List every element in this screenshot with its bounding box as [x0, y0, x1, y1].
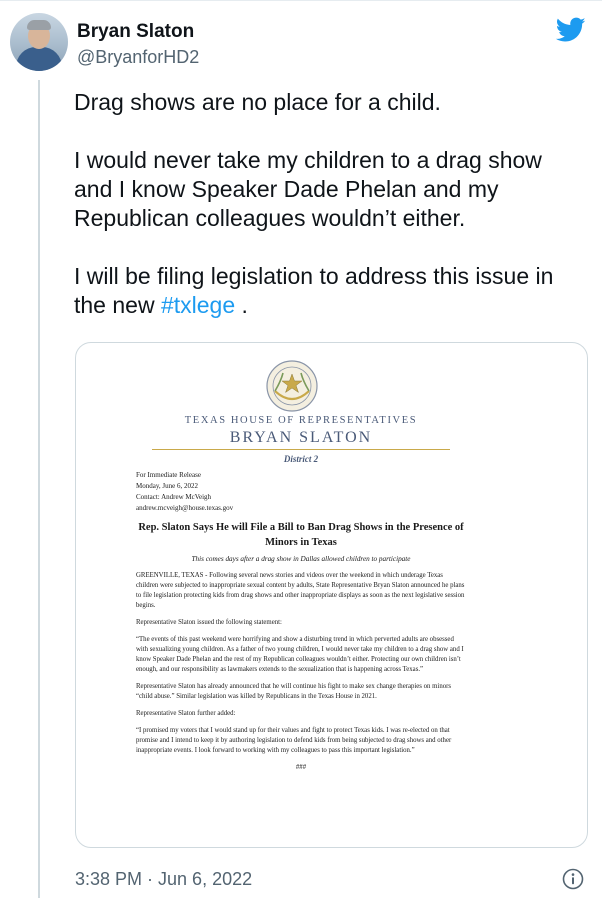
attached-image[interactable] — [75, 342, 588, 848]
hashtag-link[interactable]: #txlege — [160, 292, 236, 318]
tweet-paragraph-text: I will be filing legislation to address this issue in the new — [74, 263, 554, 318]
press-body — [136, 571, 466, 773]
press-paragraph: Representative Slaton further added: — [136, 710, 236, 717]
tweet-text — [74, 88, 584, 320]
press-paragraph: Representative Slaton issued the following statement: — [136, 619, 282, 626]
end-mark: ### — [295, 764, 307, 771]
representative-name: BRYAN SLATON — [229, 429, 373, 446]
office-title: TEXAS HOUSE OF REPRESENTATIVES — [184, 415, 418, 426]
release-line: andrew.mcveigh@house.texas.gov — [136, 504, 234, 512]
release-line: Monday, June 6, 2022 — [136, 482, 198, 490]
state-seal-icon — [261, 359, 323, 413]
press-paragraph: GREENVILLE, TEXAS - Following several news stories and videos over the weekend in which underage Texas children were subjected to inappropriate sexual content by adults, State Representative Bryan Slaton announced he plans to file legislation protecting kids from drag shows and other inappropriate displays as soon as the next legislative session begins. — [136, 572, 465, 609]
press-paragraph: “I promised my voters that I would stand up for their values and fight to protect Texas kids. I was re-elected on that promise and I intend to keep it by authoring legislation to defend kids from being subjected to drag shows and other inappropriate events. I look forward to working with my colleagues to pass this important legislation.” — [136, 727, 452, 754]
press-paragraph: “The events of this past weekend were horrifying and show a disturbing trend in which perverted adults are obsessed with sexualizing young children. As a father of two young children, I would never take my children to a drag show and I know Speaker Dade Phelan and the rest of my Republican colleagues wouldn’t either. Protecting our own children isn’t enough, and our responsibility as lawmakers extends to the sexualization that is happening across Texas.” — [136, 636, 464, 673]
tweet-paragraph: I would never take my children to a drag show and I know Speaker Dade Phelan and my Republican colleagues wouldn’t either. — [74, 147, 542, 231]
press-paragraph: Representative Slaton has already announced that he will continue his fight to make sex change therapies on minors “child abuse.” Similar legislation was killed by Republicans in the Texas House in 2021. — [136, 683, 452, 700]
tweet-header — [10, 13, 592, 75]
avatar[interactable] — [10, 13, 68, 71]
tweet-paragraph — [74, 262, 584, 320]
info-icon[interactable] — [562, 868, 584, 890]
press-headline: Rep. Slaton Says He will File a Bill to Ban Drag Shows in the Presence of Minors in Texas — [138, 522, 464, 548]
display-name[interactable]: Bryan Slaton — [77, 21, 195, 42]
tweet-paragraph: Drag shows are no place for a child. — [74, 89, 441, 115]
tweet-timestamp[interactable]: 3:38 PM · Jun 6, 2022 — [75, 869, 253, 889]
user-handle[interactable]: @BryanforHD2 — [77, 47, 200, 67]
top-divider — [0, 0, 602, 1]
release-info — [136, 470, 466, 514]
release-line: Contact: Andrew McVeigh — [136, 493, 212, 501]
press-subheadline: This comes days after a drag show in Dallas allowed children to participate — [191, 555, 411, 563]
twitter-bird-icon[interactable] — [556, 17, 586, 43]
tweet-paragraph-text: . — [235, 292, 248, 318]
district-label: District 2 — [283, 454, 319, 464]
letterhead-divider — [152, 449, 450, 450]
release-line: For Immediate Release — [136, 471, 201, 479]
thread-line — [38, 80, 40, 898]
